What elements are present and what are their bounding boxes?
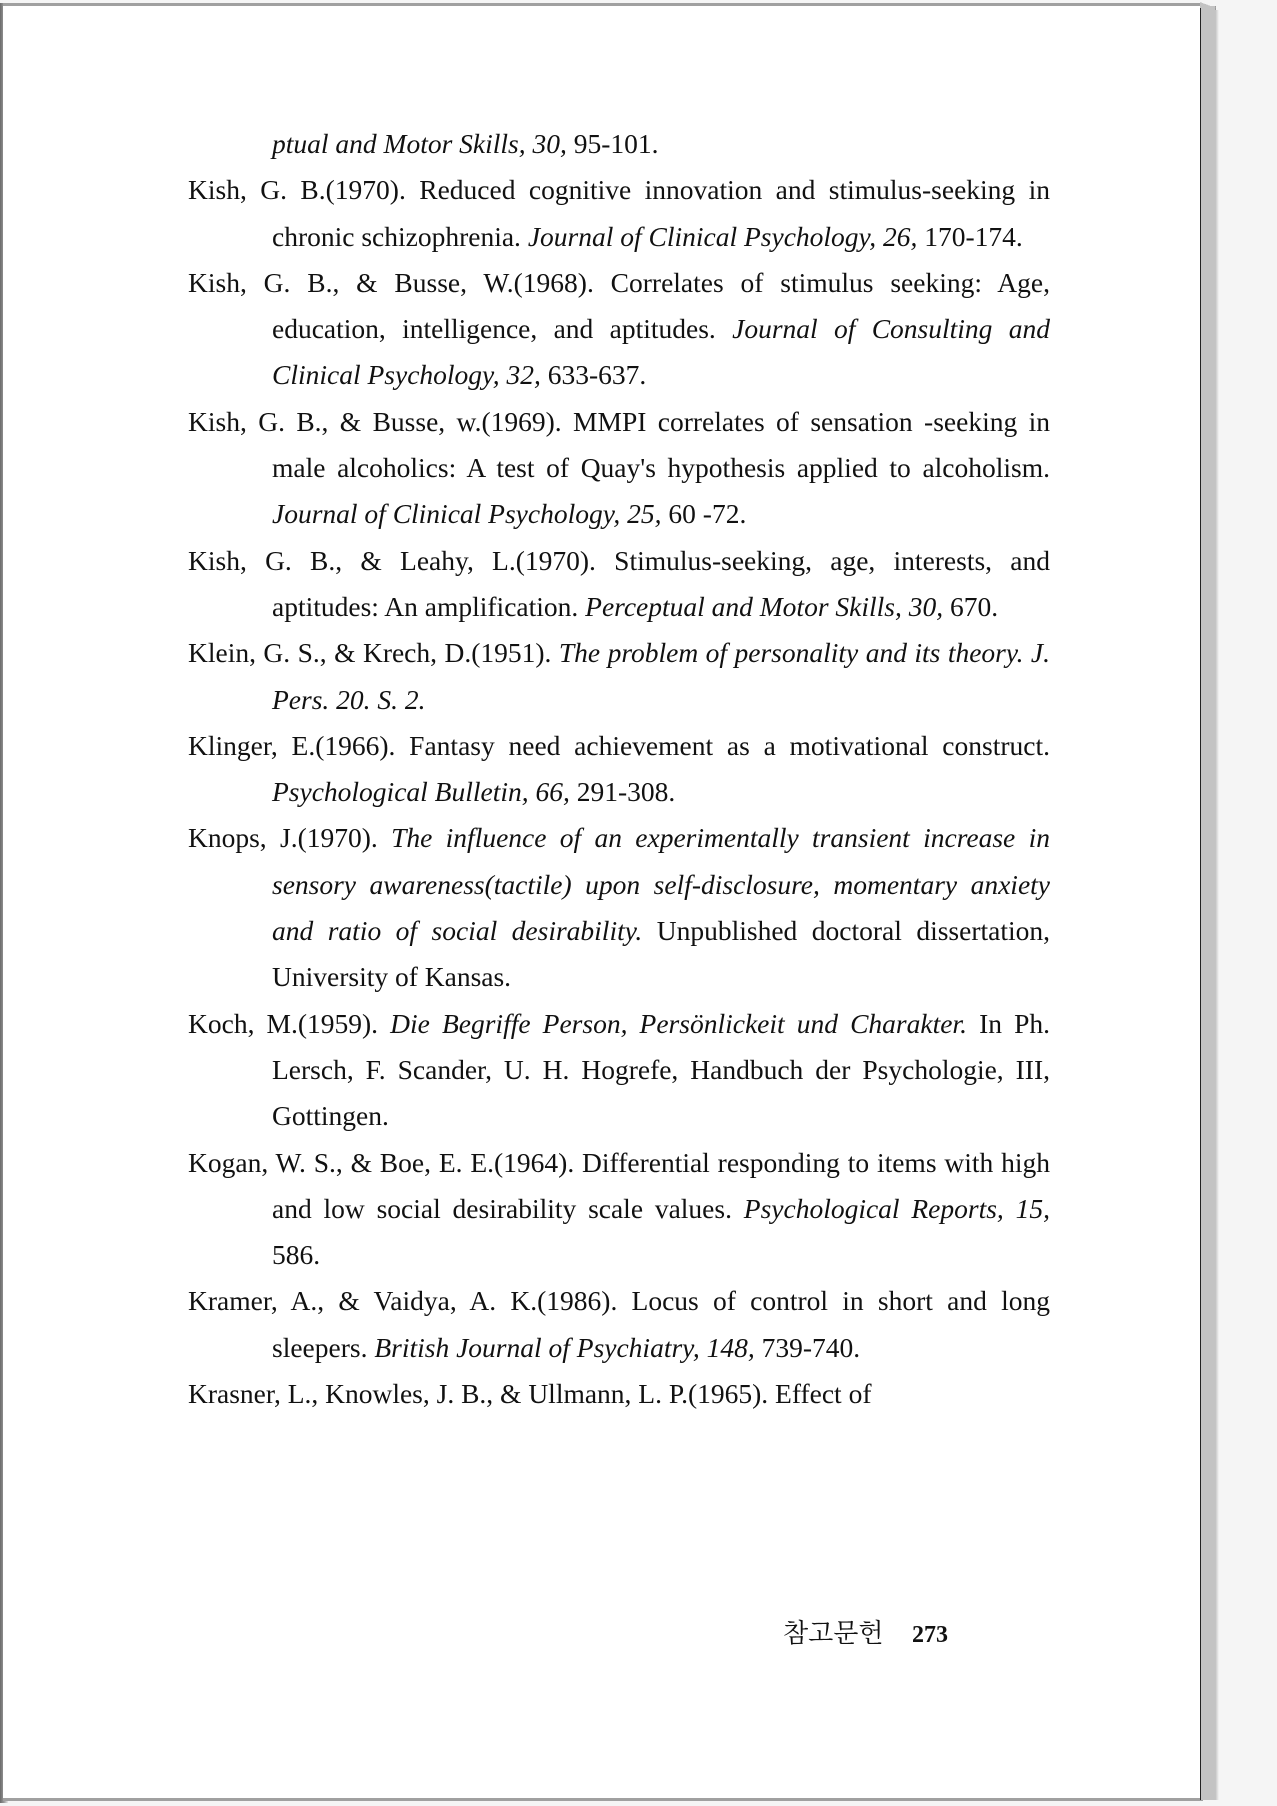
- reference-text-segment: 633-637.: [540, 359, 647, 391]
- reference-text-segment: Krasner, L., Knowles, J. B., & Ullmann, L. P.(1965). Effect of: [188, 1378, 872, 1410]
- reference-italic-segment: Perceptual and Motor Skills, 30,: [585, 590, 944, 622]
- reference-text-segment: 586.: [272, 1239, 321, 1271]
- page-shadow: [1215, 10, 1219, 1800]
- page-number: 273: [912, 1622, 948, 1648]
- reference-text-segment: 739-740.: [754, 1331, 861, 1363]
- reference-text-segment: Kogan, W. S., & Boe, E. E.(1964). Differential responding to items with high and low social desirability scale values.: [188, 1146, 1050, 1224]
- page-footer: [783, 1613, 948, 1650]
- reference-text-segment: Unpublished doctoral dissertation, University of Kansas.: [272, 915, 1050, 993]
- reference-entry: [188, 260, 1050, 399]
- reference-text-segment: 291-308.: [569, 776, 676, 808]
- reference-italic-segment: Psychological Bulletin, 66,: [272, 776, 570, 808]
- reference-entry: [188, 167, 1050, 260]
- reference-continuation: [188, 121, 1050, 167]
- reference-italic-segment: British Journal of Psychiatry, 148,: [374, 1331, 755, 1363]
- reference-italic-segment: Journal of Clinical Psychology, 26,: [527, 220, 918, 252]
- reference-text-segment: Kish, G. B.(1970). Reduced cognitive innovation and stimulus-seeking in chronic schizophrenia.: [188, 174, 1050, 252]
- reference-text-segment: Klein, G. S., & Krech, D.(1951).: [188, 637, 559, 669]
- reference-entry: [188, 1371, 1050, 1417]
- reference-entry: [188, 630, 1050, 723]
- reference-text-segment: 95-101.: [566, 128, 659, 159]
- reference-entry: [188, 723, 1050, 816]
- reference-text-segment: 170-174.: [917, 220, 1023, 252]
- reference-italic-segment: Psychological Reports, 15,: [743, 1192, 1050, 1224]
- reference-entry: [188, 815, 1050, 1000]
- reference-text-segment: Kish, G. B., & Busse, w.(1969). MMPI correlates of sensation -seeking in male alcoholics: A test of Quay's hypothesis applied to alcoholism.: [188, 405, 1050, 484]
- reference-entry: [188, 399, 1050, 538]
- reference-entry: [188, 1001, 1050, 1140]
- reference-italic-segment: ptual and Motor Skills, 30,: [272, 128, 567, 159]
- page-stack-edge: [1200, 6, 1216, 1800]
- reference-italic-segment: The influence of an experimentally transient increase in sensory awareness(tactile) upon self-disclosure, momentary anxiety and ratio of social desirability.: [272, 822, 1050, 947]
- reference-list: [188, 121, 1050, 1417]
- reference-entry: [188, 1140, 1050, 1279]
- reference-italic-segment: Die Begriffe Person, Persönlickeit und Charakter.: [390, 1007, 967, 1039]
- reference-italic-segment: Journal of Clinical Psychology, 25,: [272, 498, 662, 530]
- reference-entry: [188, 538, 1050, 631]
- reference-text-segment: Kish, G. B., & Busse, W.(1968). Correlates of stimulus seeking: Age, education, intelligence, and aptitudes.: [188, 266, 1050, 345]
- reference-italic-segment: The problem of personality and its theory. J. Pers. 20. S. 2.: [272, 637, 1050, 715]
- reference-text-segment: In Ph. Lersch, F. Scander, U. H. Hogrefe, Handbuch der Psychologie, III, Gottingen.: [272, 1007, 1050, 1132]
- reference-text-segment: Kramer, A., & Vaidya, A. K.(1986). Locus of control in short and long sleepers.: [188, 1285, 1050, 1363]
- book-page: [3, 3, 1203, 1801]
- running-footer-label: 참고문헌: [783, 1619, 884, 1648]
- reference-text-segment: Knops, J.(1970).: [188, 822, 392, 854]
- reference-text-segment: Kish, G. B., & Leahy, L.(1970). Stimulus-seeking, age, interests, and aptitudes: An amplification.: [188, 544, 1050, 622]
- reference-text-segment: 60 -72.: [661, 498, 747, 530]
- reference-entry: [188, 1278, 1050, 1371]
- reference-text-segment: Klinger, E.(1966). Fantasy need achievement as a motivational construct.: [188, 729, 1050, 761]
- reference-italic-segment: Journal of Consulting and Clinical Psychology, 32,: [272, 313, 1050, 391]
- reference-text-segment: Koch, M.(1959).: [188, 1007, 391, 1039]
- reference-text-segment: 670.: [943, 590, 999, 622]
